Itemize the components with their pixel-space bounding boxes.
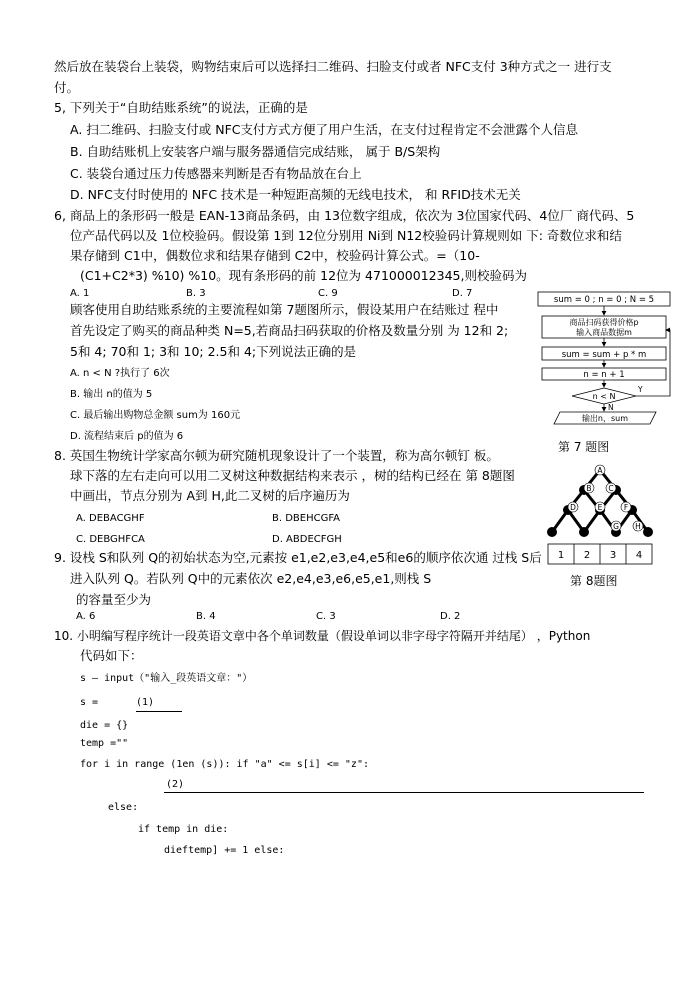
- q5-option-b: B. 自助结账机上安装客户端与服务器通信完成结账， 属于 B/S架构: [70, 144, 441, 159]
- flowchart-figure-7: [536, 290, 676, 460]
- q7-line-1: 顾客使用自助结账系统的主要流程如第 7题图所示，假设某用户在结账过 程中: [70, 302, 499, 317]
- figure-7-caption: 第 7 题图: [558, 440, 610, 454]
- q9-option-d: D. 2: [440, 611, 461, 622]
- flow-no-label: N: [608, 403, 614, 412]
- tree-label-f: F: [623, 503, 629, 512]
- tree-label-g: G: [613, 522, 619, 531]
- bin-1: 1: [557, 550, 565, 561]
- tree-label-e: E: [597, 503, 603, 512]
- q9-line-2: 进入队列 Q。若队列 Q中的元素依次 e2,e4,e3,e6,e5,e1,则栈 S: [70, 571, 432, 586]
- code-line-4: temp ="": [80, 738, 129, 749]
- q8-option-d: D. ABDECFGH: [272, 534, 342, 545]
- code-blank-2-label: (2): [166, 779, 185, 790]
- tree-label-b: B: [586, 484, 592, 493]
- bin-4: 4: [635, 550, 643, 561]
- q7-line-2: 首先设定了购买的商品种类 N=5,若商品扫码获取的价格及数量分别 为 12和 2;: [70, 323, 509, 338]
- q8-option-c: C. DEBGHFCA: [76, 534, 145, 545]
- q5-option-a: A. 扫二维码、扫脸支付或 NFC支付方式方便了用户生活，在支付过程肯定不会泄露个人信息: [70, 122, 579, 137]
- code-line-2: s =: [80, 697, 99, 708]
- q7-option-a: A. n < N ?执行了 6次: [70, 368, 170, 379]
- q6-option-c: C. 9: [318, 288, 338, 299]
- figure-8-caption: 第 8题图: [570, 574, 618, 588]
- tree-label-a: A: [597, 466, 603, 475]
- q9-option-c: C. 3: [316, 611, 336, 622]
- q8-line-3: 中画出，节点分别为 A到 H,此二叉树的后序遍历为: [70, 488, 350, 503]
- q8-line-1: 8. 英国生物统计学家高尔顿为研究随机现象设计了一个装置，称为高尔顿钉 板。: [54, 448, 499, 463]
- q10-line-1: 10. 小明编写程序统计一段英语文章中各个单词数量（假设单词以非字母字符隔开并结尾） ，Python: [54, 629, 591, 643]
- q10-line-2: 代码如下：: [80, 648, 143, 663]
- bin-2: 2: [583, 550, 591, 561]
- q5-option-d: D. NFC支付时使用的 NFC 技术是一种短距高频的无线电技术， 和 RFID技术无关: [70, 187, 521, 202]
- flow-calc-text: sum = sum + p * m: [561, 350, 647, 360]
- q6-line-4: (C1+C2*3) %10) %10。现有条形码的前 12位为 471000012345,则校验码为: [80, 268, 527, 283]
- q9-option-b: B. 4: [196, 611, 216, 622]
- q8-line-2: 球下落的左右走向可以用二叉树这种数据结构来表示 ，树的结构已经在 第 8题图: [70, 468, 515, 483]
- bin-3: 3: [609, 550, 617, 561]
- q6-line-3: 果存储到 C1中，偶数位求和结果存储到 C2中，校验码计算公式。=（10-: [70, 248, 480, 263]
- q6-line-1: 6, 商品上的条形码一般是 EAN-13商品条码，由 13位数字组成，依次为 3位国家代码、4位厂 商代码、5: [54, 208, 635, 223]
- code-line-5: for i in range (1en (s)): if "a" <= s[i] <= "z":: [80, 759, 369, 770]
- tree-label-c: C: [608, 484, 614, 493]
- flow-scan-text-2: 输入商品数据m: [576, 328, 632, 337]
- q8-option-a: A. DEBACGHF: [76, 513, 145, 524]
- q6-line-2: 位产品代码以及 1位校验码。假设第 1到 12位分别用 Ni到 N12校验码计算规则如 下: 奇数位求和结: [70, 228, 622, 243]
- code-line-3: die = {}: [80, 720, 129, 731]
- q6-option-d: D. 7: [452, 288, 473, 299]
- flow-output-text: 输出n，sum: [581, 414, 629, 423]
- flow-init-text: sum = 0 ; n = 0 ; N = 5: [553, 295, 655, 305]
- tree-label-d: D: [570, 503, 576, 512]
- q6-option-b: B. 3: [186, 288, 206, 299]
- tree-label-h: H: [635, 522, 641, 531]
- code-line-7: if temp in die:: [138, 824, 229, 835]
- q7-line-3: 5和 4; 70和 1; 3和 10; 2.5和 4;下列说法正确的是: [70, 344, 357, 359]
- q7-option-c: C. 最后输出购物总金额 sum为 160元: [70, 410, 241, 421]
- flow-scan-text-1: 商品扫码获得价格p: [569, 318, 639, 327]
- q6-option-a: A. 1: [70, 288, 90, 299]
- flow-cond-text: n < N: [592, 392, 616, 401]
- q7-option-d: D. 流程结束后 p的值为 6: [70, 431, 184, 442]
- q9-line-3: 的容量至少为: [76, 592, 152, 607]
- q5-stem: 5, 下列关于“自助结账系统”的说法，正确的是: [54, 100, 308, 115]
- q8-option-b: B. DBEHCGFA: [272, 513, 341, 524]
- q9-option-a: A. 6: [76, 611, 96, 622]
- intro-line-1: 然后放在装袋台上装袋，购物结束后可以选择扫二维码、扫脸支付或者 NFC支付 3种方式之一 进行支: [54, 59, 612, 74]
- flow-yes-label: Y: [638, 385, 643, 394]
- flow-incr-text: n = n + 1: [583, 370, 625, 380]
- galton-tree-figure-8: [542, 460, 658, 590]
- intro-line-2: 付。: [54, 80, 80, 95]
- code-blank-2-line[interactable]: [164, 792, 644, 793]
- code-blank-1[interactable]: (1): [136, 695, 182, 712]
- code-line-8: dieftemp] += 1 else:: [164, 845, 285, 856]
- q5-option-c: C. 装袋台通过压力传感器来判断是否有物品放在台上: [70, 166, 362, 181]
- q9-line-1: 9. 设栈 S和队列 Q的初始状态为空,元素按 e1,e2,e3,e4,e5和e6的顺序依次通 过栈 S后: [54, 550, 542, 565]
- code-line-6: else:: [108, 802, 139, 813]
- q7-option-b: B. 输出 n的值为 5: [70, 389, 153, 400]
- code-line-1: s — input（"输入_段英语文章："）: [80, 673, 253, 684]
